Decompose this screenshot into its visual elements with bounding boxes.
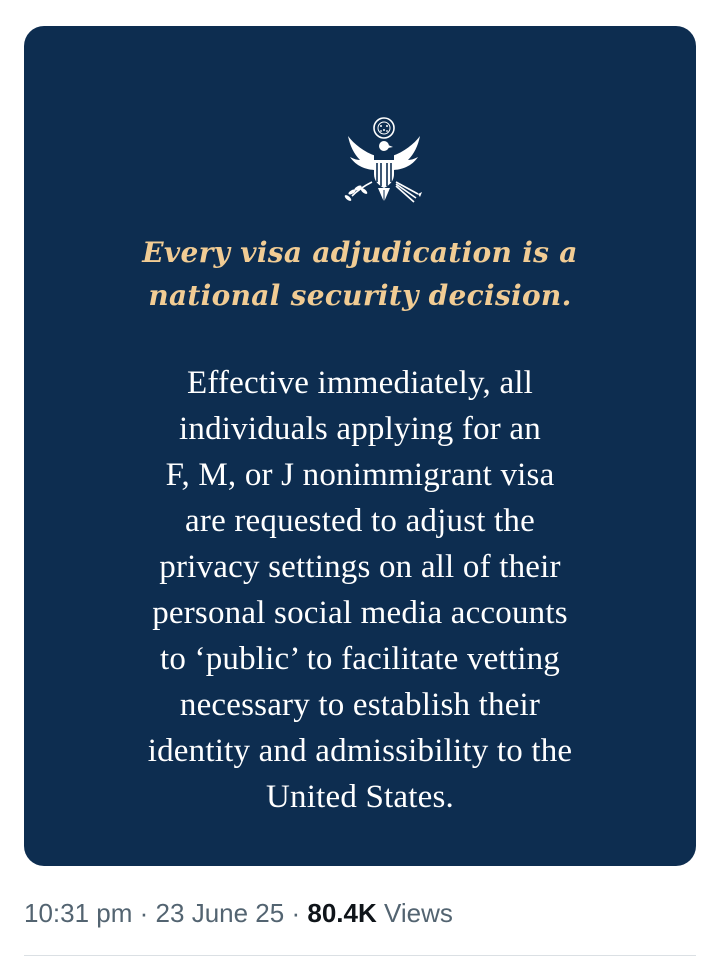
meta-separator: · [139, 898, 149, 928]
body-line: identity and admissibility to the [147, 733, 573, 769]
views-count[interactable]: 80.4K [307, 898, 377, 928]
meta-separator: · [291, 898, 301, 928]
body-line: are requested to adjust the [185, 503, 535, 539]
body-line: F, M, or J nonimmigrant visa [165, 457, 555, 493]
body-line: Effective immediately, all [186, 365, 534, 401]
great-seal-eagle-icon [336, 116, 432, 208]
body-line: to ‘public’ to facilitate vetting [159, 641, 561, 677]
divider [24, 955, 696, 956]
post-date[interactable]: 23 June 25 [155, 898, 285, 928]
headline-line: national security decision. [148, 279, 572, 312]
announcement-body [24, 360, 696, 820]
body-line: personal social media accounts [152, 595, 568, 631]
post-image-card[interactable] [24, 26, 696, 866]
body-line: United States. [266, 779, 454, 815]
headline-line: Every visa adjudication is a [142, 236, 578, 269]
post-time[interactable]: 10:31 pm [24, 898, 133, 928]
body-line: necessary to establish their [179, 687, 541, 723]
body-line: privacy settings on all of their [159, 549, 561, 585]
body-line: individuals applying for an [179, 411, 541, 447]
post-meta [24, 895, 453, 931]
views-label[interactable]: Views [383, 898, 453, 928]
headline [24, 231, 696, 317]
